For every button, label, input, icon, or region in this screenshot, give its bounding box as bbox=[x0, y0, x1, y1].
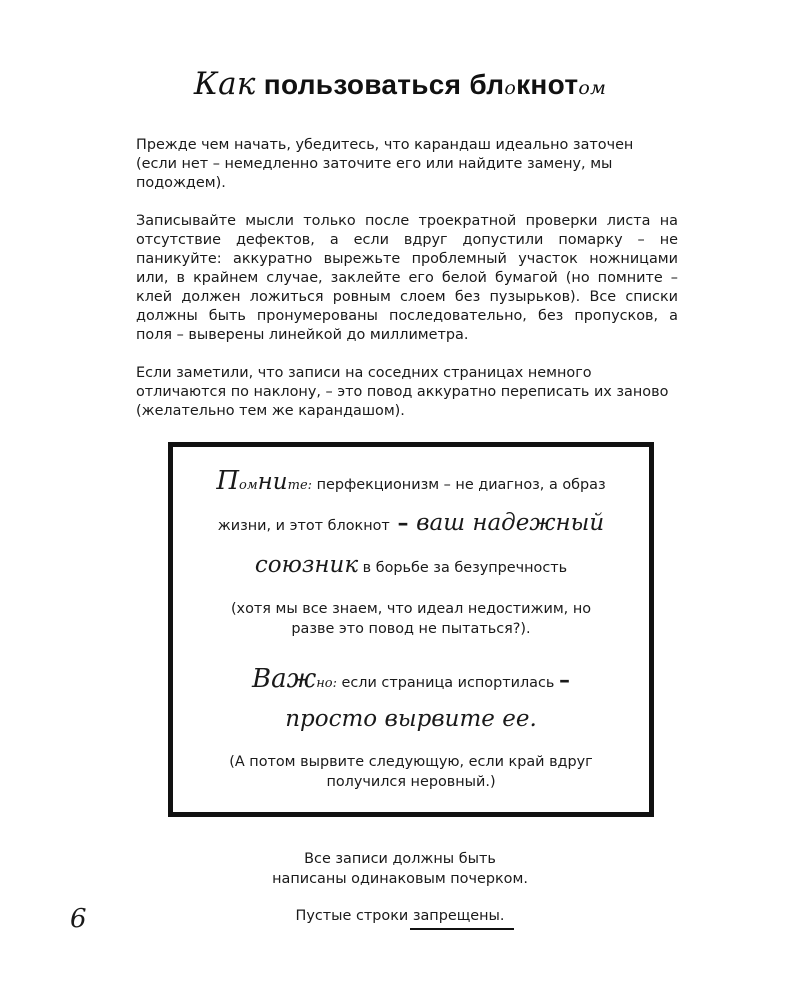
box-final-note: получился неровный.) bbox=[326, 774, 496, 790]
title-text-part: кнот bbox=[516, 69, 579, 100]
remember-hand-letter: П bbox=[216, 466, 240, 496]
remember-line bbox=[173, 466, 649, 496]
box-text: жизни, и этот блокнот bbox=[217, 518, 390, 534]
footer-line: Пустые строки запрещены. bbox=[295, 908, 505, 924]
page-number: 6 bbox=[70, 904, 87, 934]
page-title bbox=[0, 66, 800, 102]
footer-line: Все записи должны быть bbox=[304, 851, 496, 867]
hand-phrase: союзник bbox=[254, 552, 359, 578]
title-text-part: пользоваться бл bbox=[255, 69, 505, 100]
box-note: разве это повод не пытаться?). bbox=[291, 621, 531, 637]
box-line bbox=[173, 510, 649, 536]
intro-text bbox=[136, 136, 678, 440]
remember-box bbox=[168, 442, 654, 817]
box-text: перфекционизм – не диагноз, а образ bbox=[312, 477, 606, 493]
dash-separator: – bbox=[389, 510, 417, 536]
remember-hand-small: те: bbox=[287, 478, 313, 493]
tear-line bbox=[173, 706, 649, 732]
important-hand-small: но: bbox=[316, 676, 337, 691]
intro-paragraph-1: Прежде чем начать, убедитесь, что карандаш идеально заточен (если нет – немедленно заточите его или найдите замену, мы подождем). bbox=[136, 137, 634, 191]
title-hand-ending: ом bbox=[578, 77, 607, 99]
box-text: в борьбе за безупречность bbox=[358, 560, 568, 576]
box-note: (хотя мы все знаем, что идеал недостижим, но bbox=[230, 601, 592, 617]
box-text: если страница испортилась bbox=[336, 675, 559, 691]
hand-phrase: просто вырвите ее. bbox=[285, 706, 537, 732]
box-line bbox=[173, 552, 649, 578]
box-final-note: (А потом вырвите следующую, если край вдруг bbox=[229, 754, 593, 770]
remember-hand-mid: ни bbox=[257, 469, 288, 495]
footer-line: написаны одинаковым почерком. bbox=[272, 871, 528, 887]
important-hand: Важ bbox=[252, 664, 317, 694]
intro-paragraph-2: Записывайте мысли только после троекратной проверки листа на отсутствие дефектов, а если вдруг допустили помарку – не паникуйте: аккуратно вырежьте проблемный участок ножницами или, в крайнем случае, заклейте его белой бумагой (но помните – клей должен ложиться ровным слоем без пузырьков). Все списки должны быть пронумерованы последовательно, без пропусков, а поля – выверены линейкой до миллиметра. bbox=[136, 213, 678, 343]
title-hand-part: Как bbox=[193, 66, 256, 102]
intro-paragraph-3: Если заметили, что записи на соседних страницах немного отличаются по наклону, – это повод аккуратно переписать их заново (желательно тем же карандашом). bbox=[136, 365, 669, 419]
underline-stroke bbox=[410, 928, 514, 930]
remember-hand-small: ом bbox=[239, 478, 258, 493]
hand-phrase: ваш надежный bbox=[416, 510, 605, 536]
dash-separator: – bbox=[558, 667, 570, 693]
important-line bbox=[173, 664, 649, 694]
title-hand-letter: о bbox=[504, 77, 517, 99]
